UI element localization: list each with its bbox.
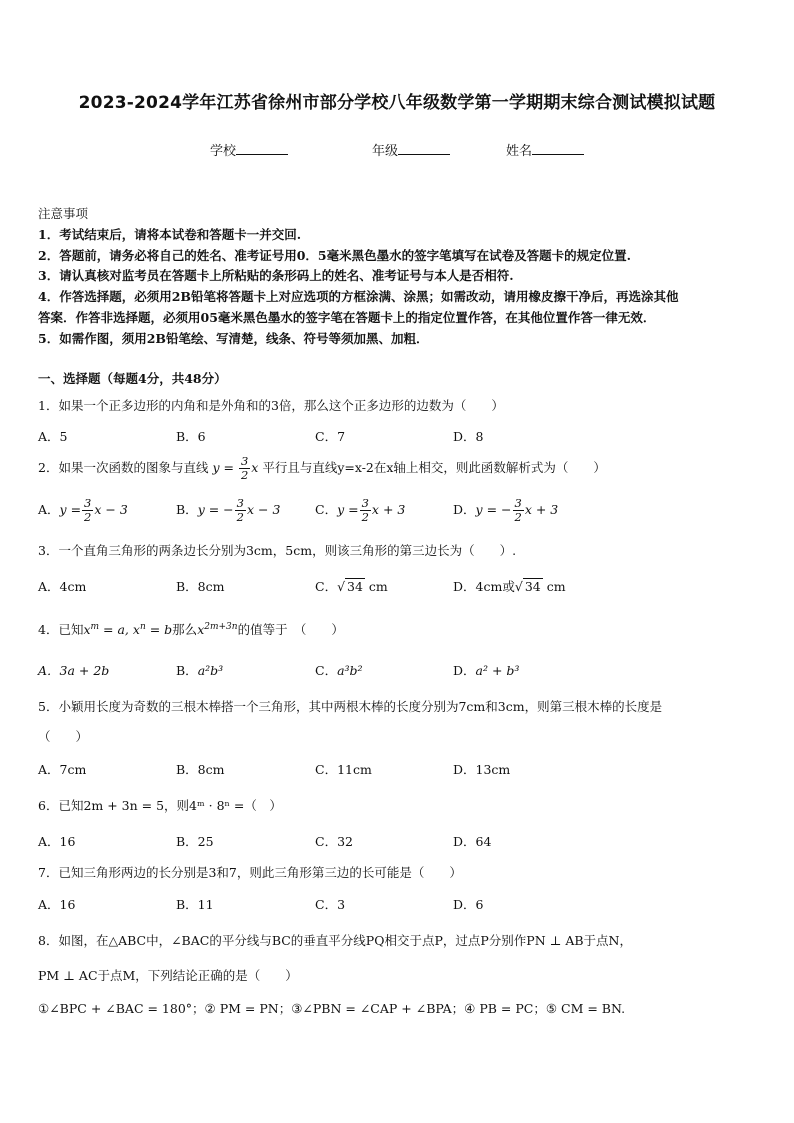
question-5: 5．小颖用长度为奇数的三根木棒搭一个三角形，其中两根木棒的长度分别为7cm和3cm，则第三根木棒的长度是	[38, 699, 663, 714]
q2-option-a	[38, 497, 128, 524]
q4-option-d	[453, 661, 519, 679]
q2-option-d	[453, 497, 558, 524]
notice-item: 1．考试结束后，请将本试卷和答题卡一并交回.	[38, 227, 302, 242]
option-expr: a²b³	[197, 663, 224, 678]
q4-base: x	[83, 622, 91, 637]
q3-option-c	[315, 577, 388, 595]
name-field	[506, 140, 584, 159]
option-label: C．	[315, 502, 338, 517]
question-5-paren: （ ）	[38, 729, 89, 744]
q4-text-pre: 4．已知	[38, 622, 84, 637]
frac-den: 2	[236, 510, 244, 524]
q5-option-c: C．11cm	[315, 762, 372, 777]
q4-exp: 2m+3n	[204, 621, 238, 632]
option-expr: a³b²	[337, 663, 363, 678]
radicand: 34	[524, 579, 541, 594]
q3-option-d	[453, 577, 566, 595]
frac-den: 2	[514, 510, 522, 524]
grade-blank	[398, 142, 450, 155]
option-fraction	[360, 497, 371, 524]
question-4	[38, 620, 344, 638]
q4-exp: n	[139, 621, 146, 632]
q2-fraction	[239, 455, 250, 482]
option-expr: a² + b³	[475, 663, 520, 678]
school-label: 学校	[210, 144, 237, 159]
option-pre: y = −	[475, 502, 512, 517]
option-label: D．4cm或	[453, 579, 515, 594]
frac-num: 3	[361, 496, 369, 510]
section-heading: 一、选择题（每题4分，共48分）	[38, 371, 227, 386]
q2-x: x	[251, 460, 259, 475]
q7-option-a: A．16	[38, 897, 76, 912]
question-8-line2: PM ⊥ AC于点M，下列结论正确的是（ ）	[38, 968, 298, 983]
q4-text-mid: 那么	[172, 622, 198, 637]
q1-option-b: B．6	[176, 429, 206, 444]
q3-option-b: B．8cm	[176, 579, 225, 594]
q4-option-c	[315, 661, 363, 679]
q1-option-c: C．7	[315, 429, 346, 444]
option-label: B．	[176, 502, 198, 517]
q6-option-a: A．16	[38, 834, 76, 849]
q7-option-b: B．11	[176, 897, 214, 912]
name-label: 姓名	[506, 144, 533, 159]
q4-option-a: A．3a + 2b	[38, 663, 110, 678]
option-label: D．	[453, 502, 476, 517]
frac-den: 2	[361, 510, 369, 524]
q6-option-b: B．25	[176, 834, 214, 849]
option-label: C．	[315, 579, 338, 594]
notice-item: 4．作答选择题，必须用2B铅笔将答题卡上对应选项的方框涂满、涂黑；如需改动，请用橡皮擦干净后，再选涂其他	[38, 289, 679, 304]
option-label: A．	[38, 502, 60, 517]
frac-den: 2	[240, 468, 249, 482]
q4-exp: m	[90, 621, 100, 632]
q2-option-c	[315, 497, 405, 524]
question-8-statements: ①∠BPC + ∠BAC = 180°；② PM = PN；③∠PBN = ∠CAP + ∠BPA；④ PB = PC；⑤ CM = BN.	[38, 1001, 626, 1016]
option-label: B．	[176, 663, 198, 678]
radicand: 34	[347, 579, 363, 594]
q4-base: x	[197, 622, 205, 637]
q3-option-a: A．4cm	[38, 579, 87, 594]
q4-text-post: 的值等于 （ ）	[237, 622, 344, 637]
q2-option-b	[176, 497, 280, 524]
option-label: D．	[453, 663, 476, 678]
question-7: 7．已知三角形两边的长分别是3和7，则此三角形第三边的长可能是（ ）	[38, 865, 462, 880]
unit: cm	[364, 579, 388, 594]
q2-text-post: 平行且与直线y=x-2在x轴上相交，则此函数解析式为（ ）	[262, 460, 606, 475]
q2-eq: y =	[212, 460, 234, 475]
option-pre: y =	[59, 502, 82, 517]
frac-den: 2	[84, 510, 92, 524]
grade-field	[372, 140, 450, 159]
notice-item: 5．如需作图，须用2B铅笔绘、写清楚，线条、符号等须加黑、加粗．	[38, 331, 429, 346]
option-fraction	[235, 497, 246, 524]
frac-num: 3	[236, 496, 244, 510]
question-2	[38, 455, 606, 482]
notice-item: 2．答题前，请务必将自己的姓名、准考证号用0．5毫米黑色墨水的签字笔填写在试卷及答题卡的规定位置.	[38, 248, 631, 263]
q6-option-c: C．32	[315, 834, 353, 849]
q4-mid: = a, x	[99, 622, 140, 637]
school-field	[210, 140, 288, 159]
q4-mid: = b	[145, 622, 173, 637]
q5-option-a: A．7cm	[38, 762, 87, 777]
question-6: 6．已知2m + 3n = 5，则4ᵐ · 8ⁿ =（ ）	[38, 798, 282, 813]
option-pre: y =	[337, 502, 359, 517]
sqrt-symbol: √ 34	[514, 579, 541, 594]
grade-label: 年级	[372, 144, 399, 159]
option-fraction	[513, 497, 524, 524]
q5-option-b: B．8cm	[176, 762, 225, 777]
q7-option-d: D．6	[453, 897, 484, 912]
q1-option-d: D．8	[453, 429, 484, 444]
frac-num: 3	[240, 454, 249, 468]
q4-option-b	[176, 661, 223, 679]
question-3: 3．一个直角三角形的两条边长分别为3cm，5cm，则该三角形的第三边长为（ ）.	[38, 543, 517, 558]
notice-item: 3．请认真核对监考员在答题卡上所粘贴的条形码上的姓名、准考证号与本人是否相符.	[38, 268, 514, 283]
q2-text-pre: 2．如果一次函数的图象与直线	[38, 460, 209, 475]
page-title: 2023-2024学年江苏省徐州市部分学校八年级数学第一学期期末综合测试模拟试题	[78, 93, 716, 113]
option-pre: y = −	[197, 502, 234, 517]
frac-num: 3	[514, 496, 522, 510]
unit: cm	[542, 579, 566, 594]
school-blank	[236, 142, 288, 155]
option-fraction	[82, 497, 93, 524]
question-8: 8．如图，在△ABC中，∠BAC的平分线与BC的垂直平分线PQ相交于点P，过点P分别作PN ⊥ AB于点N，	[38, 933, 632, 948]
option-post: x − 3	[246, 502, 281, 517]
frac-num: 3	[84, 496, 92, 510]
option-post: x − 3	[94, 502, 128, 517]
option-post: x + 3	[524, 502, 559, 517]
q1-option-a: A．5	[38, 429, 68, 444]
q6-option-d: D．64	[453, 834, 492, 849]
notice-heading: 注意事项	[38, 206, 89, 221]
q5-option-d: D．13cm	[453, 762, 511, 777]
notice-item: 答案．作答非选择题，必须用05毫米黑色墨水的签字笔在答题卡上的指定位置作答，在其他位置作答一律无效．	[38, 310, 656, 325]
option-post: x + 3	[371, 502, 406, 517]
sqrt-symbol: √ 34	[337, 579, 363, 594]
option-label: C．	[315, 663, 338, 678]
question-1: 1．如果一个正多边形的内角和是外角和的3倍，那么这个正多边形的边数为（ ）	[38, 398, 504, 413]
name-blank	[532, 142, 584, 155]
q7-option-c: C．3	[315, 897, 346, 912]
